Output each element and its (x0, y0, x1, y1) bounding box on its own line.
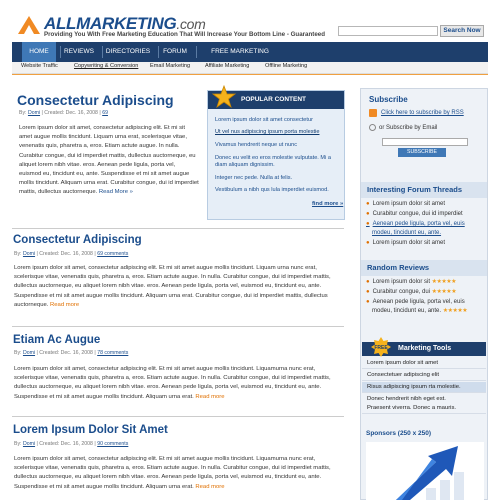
site-tagline: Providing You With Free Marketing Education That Will Increase Your Bottom Line - Guaranteed (44, 31, 325, 38)
post-body (14, 365, 344, 402)
search-input[interactable] (338, 26, 438, 36)
post-text: Lorem ipsum dolor sit amet, consectetur adipiscing elit. Et mi sit amet augue mollis tincidunt. Liquamurna nunc erat, scelerisque vitae, venenatis quis, pharetra a, eros. Etiam actute augue. In nulla. Curabitur congue, dui id imperdiet mattis, dullectus auctorneque, eu aliquet lorem nibh vitae. eros. Aenean pede ligula, porta vel, euismod eu, tincidunt eu, ante. Suspendisse et mi sit amet augue mollis tincidunt. Aliquam urna erat. (14, 366, 331, 400)
read-more-link[interactable]: Read More » (98, 189, 133, 196)
nav-item-home[interactable]: HOME (22, 42, 56, 62)
marketing-tool-item[interactable]: Lorem ipsum dolor sit amet (362, 358, 486, 369)
logo-suffix-text: .com (176, 16, 206, 32)
nav-item-forum[interactable]: FORUM (163, 48, 187, 55)
forum-thread-label: Aenean pede ligula, porta vel, euis (372, 221, 465, 227)
email-field[interactable] (382, 138, 468, 146)
nav-divider (102, 46, 103, 58)
meta-by-label: By: (19, 110, 27, 116)
sponsor-ad[interactable] (366, 442, 484, 500)
author-link[interactable]: Domi (22, 251, 36, 257)
forum-thread-label: Lorem ipsum dolor sit amet (372, 240, 445, 246)
forum-thread-label: Curabitur congue, dui id imperdiet (372, 211, 463, 217)
meta-created-date: | Created: Dec. 16, 2008 | (36, 441, 96, 447)
review-item-continued[interactable] (372, 307, 467, 315)
comments-link[interactable]: 69 comments (97, 251, 129, 257)
comments-link[interactable]: 69 (102, 110, 108, 116)
popular-item[interactable]: Integer nec pede. Nulla at felis. (215, 175, 293, 181)
author-link[interactable]: Domi (22, 350, 36, 356)
nav-divider (196, 46, 197, 58)
featured-post-body (19, 124, 199, 198)
popular-item[interactable]: Donec eu velit eo eros molestie vulputate. Mi a diam aliquam dignissim. (215, 155, 331, 169)
forum-thread-item[interactable] (366, 239, 445, 247)
post-body (14, 455, 344, 492)
featured-post-text: Lorem ipsum dolor sit amet, consectetur adipiscing elit. Et mi sit amet augue mollis tincidunt. Liquam urna erat, scelerisque vitae, venenatis quis, pharetra a, eros. Etiam actute augue. In nulla. Curabitur congue, dui id imperdiet mattis, dullectus auctorneque, eu aliquet lorem nibh vitae. eros. Aenean pede ligula, porta vel, euismod eu, tincidunt eu, ante. Suspendisse et mi sit amet augue mollis tincidunt. Aliquam urna erat. Curabitur congue, dui id imperdiet mattis, dullectus auctorneque. (19, 125, 199, 196)
rating-stars-icon: ★★★★★ (442, 308, 468, 314)
subscribe-button[interactable]: SUBSCRIBE (398, 148, 446, 157)
popular-content-title: POPULAR CONTENT (241, 96, 306, 103)
subnav-item-copywriting[interactable]: Copywriting & Conversion (74, 63, 139, 69)
review-label: modeu, tincidunt eu, ante. (372, 308, 442, 314)
nav-item-reviews[interactable]: REVIEWS (64, 48, 94, 55)
subnav-item-email-marketing[interactable]: Email Marketing (150, 63, 191, 69)
post-title[interactable]: Consectetur Adipiscing (13, 234, 142, 246)
forum-thread-item[interactable] (366, 210, 463, 218)
popular-item[interactable]: Vivamus hendrerit neque ut nunc (215, 142, 297, 148)
free-badge-text: FREE (374, 345, 388, 351)
bullet-icon: ● (366, 240, 370, 246)
rss-icon[interactable] (369, 109, 377, 117)
random-reviews-title: Random Reviews (361, 260, 487, 276)
nav-accent-line (12, 74, 488, 75)
meta-by-label: By: (14, 251, 22, 257)
sub-nav (12, 62, 488, 74)
popular-content-box (207, 90, 345, 220)
subnav-item-website-traffic[interactable]: Website Traffic (21, 63, 58, 69)
sponsors-title: Sponsors (250 x 250) (366, 430, 432, 437)
post-divider (12, 416, 344, 417)
post-divider (12, 228, 344, 229)
marketing-tools-title: Marketing Tools (398, 345, 452, 352)
post-text: Lorem ipsum dolor sit amet, consectetur adipiscing elit. Et mi sit amet augue mollis tincidunt. Liquamurna nunc erat, scelerisque vitae, venenatis quis, pharetra a, eros. Etiam actute augue. In nulla. Curabitur congue, dui id imperdiet mattis, dullectus auctorneque, eu aliquet lorem nibh vitae. eros. Aenean pede ligula, porta vel, euismod eu, tincidunt eu, ante. Suspendisse et mi sit amet augue mollis tincidunt. Aliquam urna erat. (14, 456, 331, 490)
meta-created-date: | Created: Dec. 16, 2008 | (36, 350, 96, 356)
subnav-item-offline-marketing[interactable]: Offline Marketing (265, 63, 308, 69)
post-title[interactable]: Lorem Ipsum Dolor Sit Amet (13, 424, 168, 436)
read-more-link[interactable]: Read more (195, 483, 225, 490)
bullet-icon: ● (366, 201, 370, 207)
email-radio[interactable] (369, 124, 376, 131)
subnav-item-affiliate-marketing[interactable]: Affiliate Marketing (205, 63, 250, 69)
review-label: Aenean pede ligula, porta vel, euis (372, 299, 465, 305)
marketing-tool-item[interactable]: Donec hendrerit nibh eget est. (367, 396, 446, 402)
marketing-tool-item-highlighted[interactable]: Risus adipiscing ipsum rta molestie. (362, 382, 486, 393)
review-label: Lorem ipsum dolor sit (372, 279, 430, 285)
featured-post-title[interactable]: Consectetur Adipiscing (17, 92, 174, 108)
review-item[interactable] (366, 278, 456, 286)
rss-subscribe-link[interactable]: Click here to subscribe by RSS (381, 110, 464, 116)
rating-stars-icon: ★★★★★ (431, 279, 457, 285)
bullet-icon: ● (366, 279, 370, 285)
bullet-icon: ● (366, 299, 370, 305)
email-subscribe-text: or Subscribe by Email (379, 125, 438, 132)
subscribe-title: Subscribe (369, 95, 408, 104)
post-meta (14, 350, 128, 356)
review-item[interactable] (366, 288, 456, 296)
bullet-icon: ● (366, 211, 370, 217)
rating-stars-icon: ★★★★★ (431, 289, 457, 295)
review-item[interactable] (366, 298, 465, 306)
site-header (0, 0, 500, 42)
star-icon (212, 85, 236, 109)
bullet-icon: ● (366, 289, 370, 295)
nav-divider (60, 46, 61, 58)
post-meta (14, 441, 128, 447)
forum-threads-title: Interesting Forum Threads (361, 182, 487, 198)
post-title[interactable]: Etiam Ac Augue (13, 334, 101, 346)
main-nav (12, 42, 488, 62)
popular-item-selected[interactable]: Ut vel nus adipiscing ipsum porta molestie (215, 129, 320, 135)
popular-item[interactable]: Vestibulum a nibh qus lula imperdiet euismod. (215, 187, 329, 193)
nav-item-directories[interactable]: DIRECTORIES (105, 48, 151, 55)
forum-thread-label-continued[interactable]: modeu, tincidunt eu, ante. (372, 230, 442, 236)
comments-link[interactable]: 78 comments (97, 350, 129, 356)
nav-item-free-marketing-tools[interactable]: FREE MARKETING (211, 48, 269, 55)
find-more-link[interactable]: find more » (312, 201, 344, 207)
bullet-icon: ● (366, 221, 370, 227)
growth-arrow-icon (366, 442, 484, 500)
post-meta (14, 251, 128, 257)
meta-created-date: | Created: Dec. 16, 2008 | (36, 251, 96, 257)
meta-created-date: | Created: Dec. 16, 2008 | (41, 110, 101, 116)
forum-thread-item[interactable] (366, 200, 445, 208)
free-badge-icon (371, 337, 391, 357)
nav-divider (158, 46, 159, 58)
popular-item[interactable]: Lorem ipsum dolor sit amet consectetur (215, 117, 313, 123)
comments-link[interactable]: 90 comments (97, 441, 129, 447)
read-more-link[interactable]: Read more (195, 393, 225, 400)
forum-thread-item[interactable] (366, 220, 465, 228)
marketing-tool-item[interactable]: Praesent viverra. Donec a mauris. (362, 403, 486, 414)
read-more-link[interactable]: Read more (50, 301, 80, 308)
post-divider (12, 326, 344, 327)
email-subscribe-label (369, 124, 437, 132)
marketing-tool-item[interactable]: Consectetuer adipiscing elit (362, 370, 486, 381)
forum-thread-label: Lorem ipsum dolor sit amet (372, 201, 445, 207)
meta-by-label: By: (14, 350, 22, 356)
review-label: Curabitur congue, dui (372, 289, 430, 295)
search-button[interactable]: Search Now (440, 25, 484, 37)
logo-icon[interactable] (16, 14, 42, 36)
logo-main-text: ALLMARKETING (44, 14, 177, 33)
author-link[interactable]: Domi (27, 110, 41, 116)
meta-by-label: By: (14, 441, 22, 447)
post-body (14, 264, 344, 310)
featured-post-meta (19, 110, 108, 116)
author-link[interactable]: Domi (22, 441, 36, 447)
post-text: Lorem ipsum dolor sit amet, consectetur adipiscing elit. Et mi sit amet augue mollis tincidunt. Liquam urna nunc erat, scelerisque vitae, venenatis quis, pharetra a, eros. Etiam actute augue. In nulla. Curabitur congue, dui id imperdiet mattis, dullectus auctorneque, eu aliquet lorem nibh vitae. eros. Aenean pede ligula, porta vel, euismod eu, tincidunt eu, ante. Suspendisse et mi sit amet augue mollis tincidunt. Aliquam urna erat. Curabitur congue, dui id imperdiet mattis, dullectus auctorneque. (14, 265, 331, 308)
